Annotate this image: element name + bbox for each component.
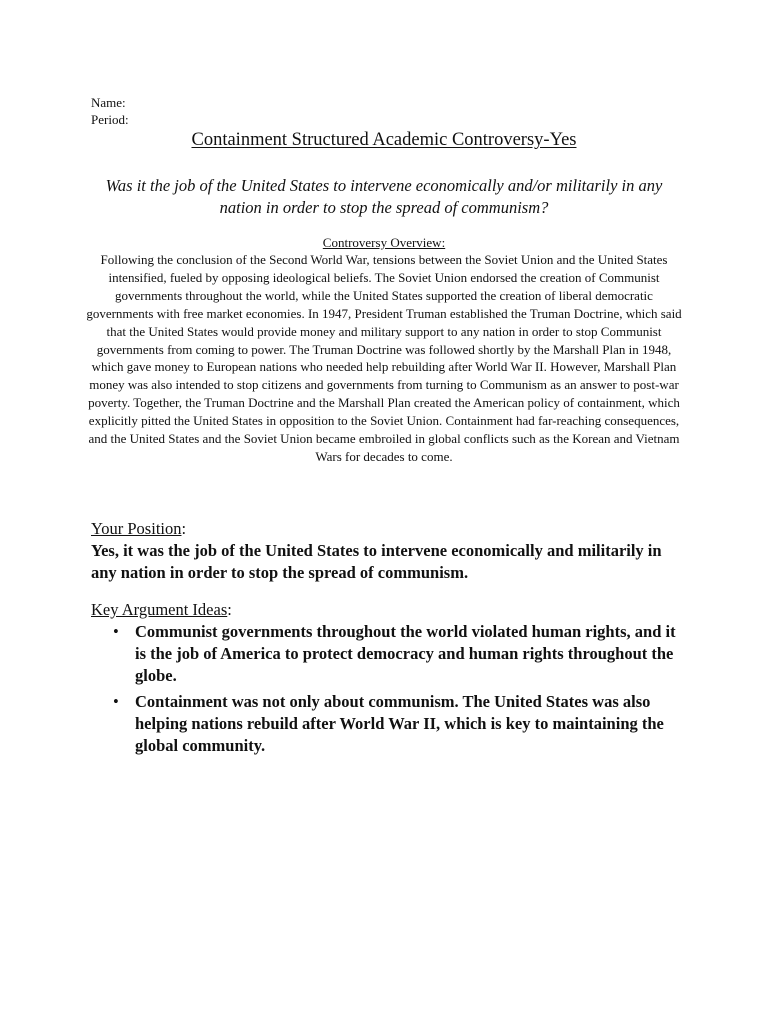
period-label: Period: (91, 112, 129, 127)
argument-item (91, 621, 686, 687)
arguments-heading-colon: : (227, 600, 232, 619)
bullet-icon: • (113, 692, 119, 711)
arguments-heading-label: Key Argument Ideas (91, 600, 228, 619)
position-heading (91, 519, 186, 539)
position-heading-colon: : (181, 519, 187, 538)
arguments-heading (91, 600, 232, 620)
position-statement: Yes, it was the job of the United States to intervene economically and militarily in any nation in order to stop the spread of communism. (91, 541, 662, 582)
name-label: Name: (91, 95, 126, 110)
document-title: Containment Structured Academic Controversy-Yes (191, 130, 577, 150)
position-heading-label: Your Position (91, 519, 182, 538)
bullet-icon: • (113, 622, 119, 641)
guiding-question: Was it the job of the United States to intervene economically and/or militarily in any nation in order to stop the spread of communism? (105, 176, 663, 217)
argument-text: Containment was not only about communism. The United States was also helping nations rebuild after World War II, which is key to maintaining the global community. (135, 692, 664, 755)
overview-paragraph: Following the conclusion of the Second World War, tensions between the Soviet Union and the United States intensified, fueled by opposing ideological beliefs. The Soviet Union endorsed the creation of Communist governments throughout the world, while the United States supported the creation of liberal democratic governments with free market economies. In 1947, President Truman established the Truman Doctrine, which said that the United States would provide money and military support to any nation in order to stop Communist governments from coming to power. The Truman Doctrine was followed shortly by the Marshall Plan in 1948, which gave money to European nations who needed help rebuilding after World War II. However, Marshall Plan money was also intended to stop citizens and governments from turning to Communism as an answer to post-war poverty. Together, the Truman Doctrine and the Marshall Plan created the American policy of containment, which explicitly pitted the United States in opposition to the Soviet Union. Containment had far-reaching consequences, and the United States and the Soviet Union became embroiled in global conflicts such as the Korean and Vietnam Wars for decades to come. (86, 252, 682, 464)
overview-heading: Controversy Overview: (322, 235, 446, 250)
argument-text: Communist governments throughout the world violated human rights, and it is the job of America to protect democracy and human rights throughout the globe. (135, 622, 676, 685)
argument-item (91, 691, 686, 757)
argument-list (91, 621, 686, 761)
student-info-fields (91, 94, 129, 128)
